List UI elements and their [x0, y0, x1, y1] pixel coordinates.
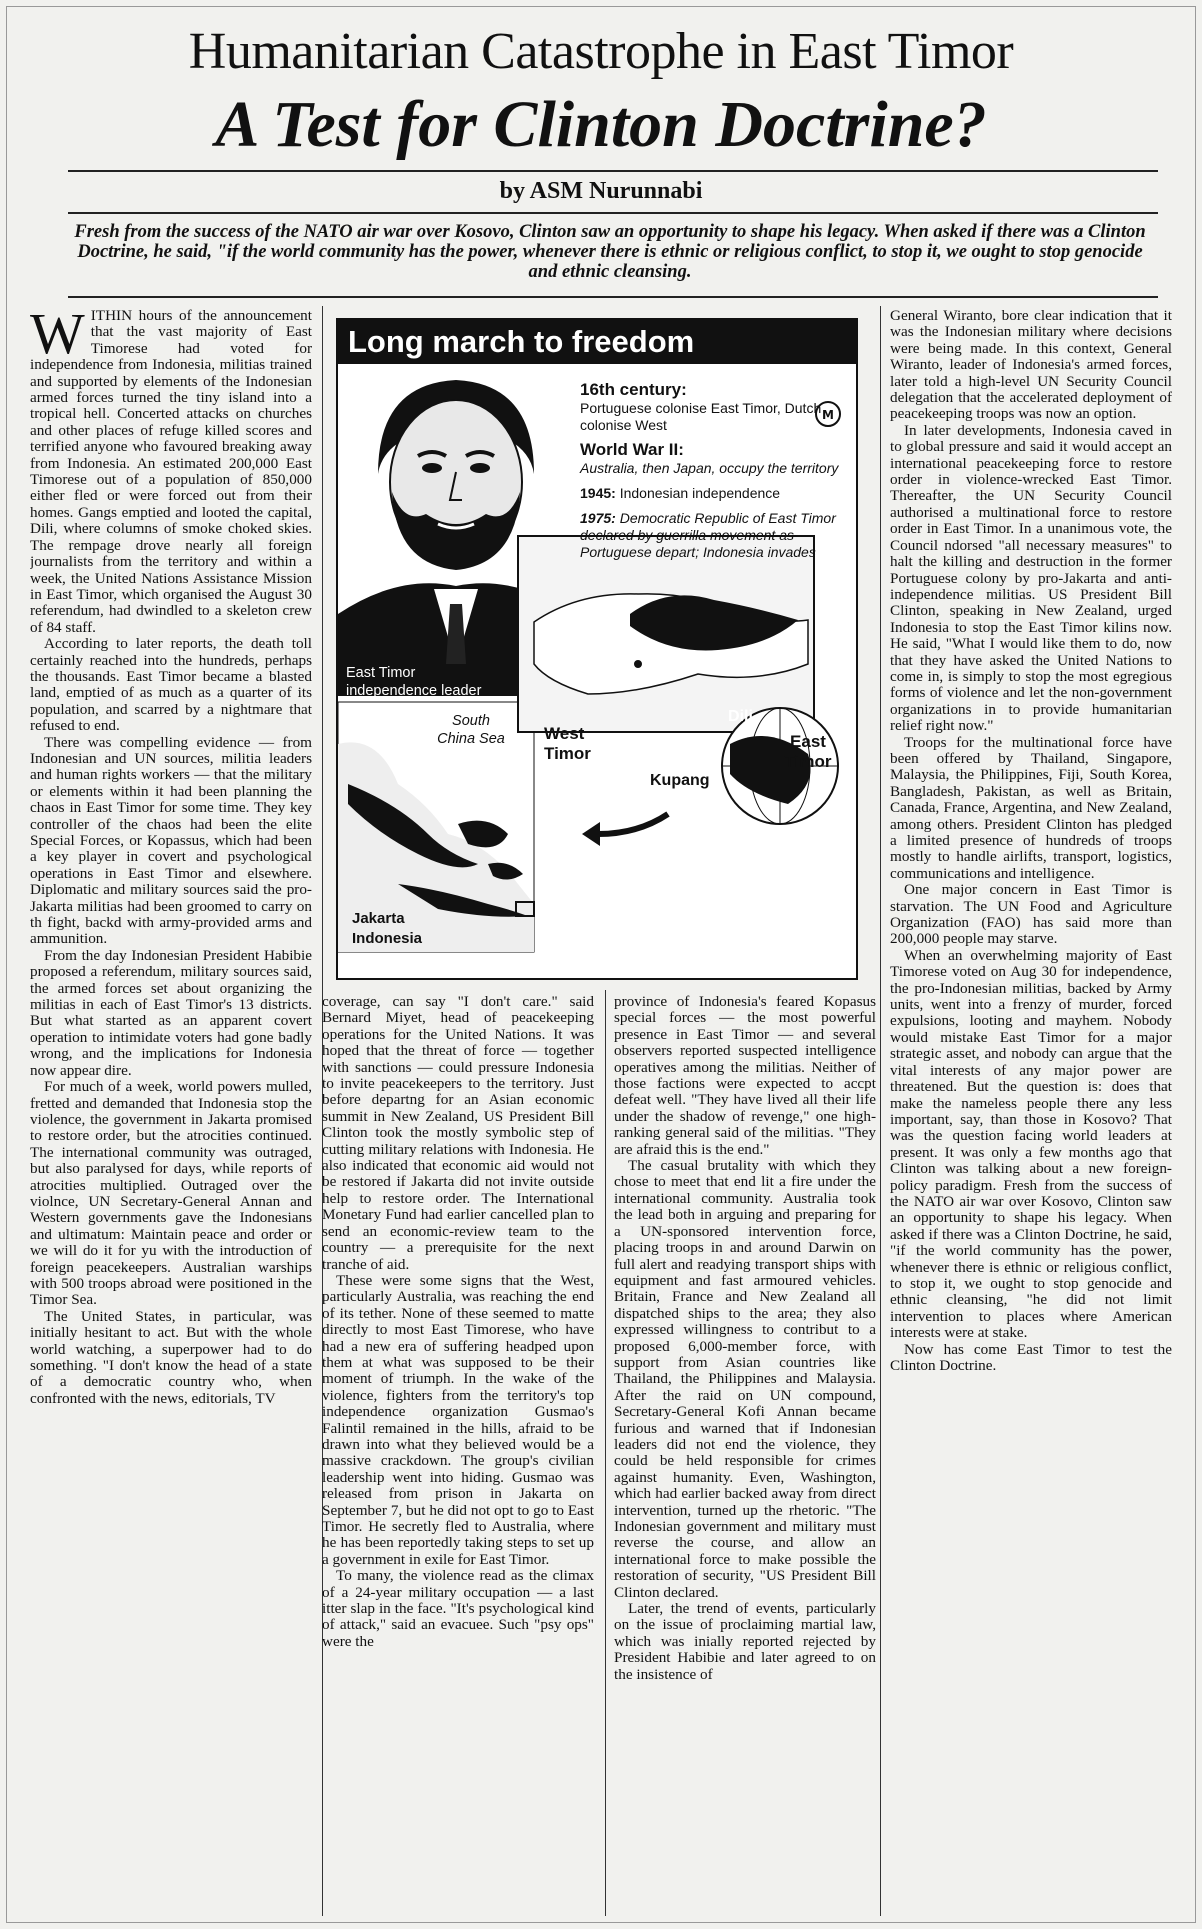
paragraph: WITHIN hours of the announcement that the vast majority of East Timorese had voted for independence from Indonesia, militias trained and supported by elements of the Indonesian armed forces turned the tiny island into a tropical hell. Concerted attacks on churches and other places of refuge killed scores and terrified anyone who favoured breaking away from Indonesia. An estimated 200,000 East Timorese out of a population of 850,000 either fled or were forced out from their homes. Gangs emptied and looted the capital, Dili, where columns of smoke choked skies. The rempage drove nearly all foreign journalists from the territory and within a week, the United Nations Assistance Mission in East Timor, which organised the August 30 referendum, had dwindled to a skeleton crew of 84 staff. [30, 308, 312, 636]
timeline-heading: World War II: [580, 440, 684, 459]
paragraph: Troops for the multinational force have been offered by Thailand, Singapore, Malaysia, the Philippines, Fiji, South Korea, Bangladesh, Pakistan, as well as Britain, Canada, France, Argentina, and New Zealand, among others. President Clinton has pledged a limited presence of hundreds of troops mostly to handle airlifts, transport, logistics, communications and intelligence. [890, 733, 1172, 882]
paragraph: When an overwhelming majority of East Timorese voted on Aug 30 for independence, the pro-Indonesian militias, backed by Army units, went into a frenzy of murder, forced expulsions, looting and mayhem. Nobody would mistake East Timor for a major strategic asset, and nobody can argue that the vital interests of any major power are threatened. But the question is: does that make the nameless people there any less important, say, than those in Kosovo? That was the question facing world leaders at present. It was only a few months ago that Clinton was talking about a new foreign-policy paradigm. Fresh from the success of the NATO air war over Kosovo, Clinton saw an opportunity to shape his legacy. When asked if there was a Clinton Doctrine, he said, "if the world community has the power, whenever there is ethnic or religious conflict, to stop it, we ought to stop genocide and ethnic cleansing, "he did not limit intervention to places where American interests were at stake. [890, 946, 1172, 1342]
paragraph: According to later reports, the death toll certainly reached into the hundreds, perhaps the thousands. East Timor became a blasted land, emptied of as much as a quarter of its population, and scarred by a nightmare that refused to end. [30, 635, 312, 735]
column-divider [605, 990, 606, 1916]
byline: by ASM Nurunnabi [499, 178, 703, 204]
column-3 [614, 994, 876, 1916]
deck: Fresh from the success of the NATO air war over Kosovo, Clinton saw an opportunity to shape his legacy. When asked if there was a Clinton Doctrine, he said, "if the world community has the power, whenever there is ethnic or religious conflict, to stop it, we ought to stop genocide and ethnic cleansing. [74, 222, 1146, 282]
paragraph: province of Indonesia's feared Kopasus special forces — the most powerful presence in East Timor — and several observers reported suspected intelligence operatives among the militias. Neither of those factions were expected to accpt defeat well. "They have lived all their life under the shadow of revenge," one high-ranking general said of the militias. "They are afraid this is the end." [614, 994, 876, 1158]
paragraph: One major concern in East Timor is starvation. The UN Food and Agriculture Organization (FAO) has said more than 200,000 people may starve. [890, 881, 1172, 948]
rule-deck-bottom [68, 296, 1158, 298]
portrait-caption: East Timor independence leader Xanana Gusmao [346, 665, 482, 717]
paragraph: From the day Indonesian President Habibie proposed a referendum, military sources said, the armed forces set about organizing the militias in each of East Timor's 13 districts. But what started as an apparent covert operation to intimidate voters had gone badly wrong, and the implications for Indonesia now appear dire. [30, 946, 312, 1079]
map-label-south-china-sea: South China Sea [437, 713, 505, 747]
map-label-kupang: Kupang [650, 772, 710, 789]
paragraph: Now has come East Timor to test the Clinton Doctrine. [890, 1340, 1172, 1374]
timeline-entry: 1975: Democratic Republic of East Timor declared by guerrilla movement as Portuguese depart; Indonesia invades [580, 510, 836, 560]
column-divider [880, 306, 881, 1916]
infographic-title: Long march to freedom [338, 320, 856, 364]
paragraph: The United States, in particular, was initially hesitant to act. But with the whole world watching, a superpower had to do something. "I don't know the head of a state of a democratic country who, when confronted with the news, editorials, TV [30, 1307, 312, 1407]
timeline [580, 374, 850, 561]
map-label-jakarta: Jakarta [352, 910, 405, 927]
paragraph: In later developments, Indonesia caved in to global pressure and said it would accept an international peacekeeping force to restore order in violence-wrecked East Timor. Thereafter, the UN Security Council authorised a multinational force to restore order in East Timor. In a unanimous vote, the Council ndorsed "all necessary measures" to halt the killing and destruction in the former Portuguese colony by pro-Jakarta and anti-independence militias. US President Bill Clinton, speaking in New Zealand, urged Indonesia to stop the East Timor kilins now. He said, "What I would like them to do, now that they have asked the United Nations to come in, is simply to stop the most egregious forms of violence and let the non-government organizations in to provide humanitarian relief right now." [890, 421, 1172, 735]
infographic [336, 318, 858, 980]
timeline-text: Portuguese colonise East Timor, Dutch colonise West [580, 400, 822, 433]
paragraph: There was compelling evidence — from Indonesian and UN sources, militia leaders and human rights workers — that the military or elements within it had been planning the chaos in East Timor for some time. They key controller of the chaos had been the elite Special Forces, or Kopassus, which had been a key player in covert and psychological operations in East Timor and elsewhere. Diplomatic and military sources said the pro-Jakarta militias had been groomed to carry on th fight, backd with army-provided arms and ammunition. [30, 733, 312, 948]
drop-cap: W [30, 308, 85, 366]
column-2 [322, 994, 594, 1916]
column-1 [30, 308, 312, 1916]
map-label-dili: Dili [728, 708, 753, 725]
headline: Humanitarian Catastrophe in East Timor [188, 23, 1014, 80]
paragraph: Later, the trend of events, particularly on the issue of proclaiming martial law, which was inially reported rejected by President Habibie and later agreed to on the insistence of [614, 1600, 876, 1683]
timeline-entry: 1945: Indonesian independence [580, 485, 781, 501]
paragraph: For much of a week, world powers mulled, fretted and demanded that Indonesia stop the violence, the government in Jakarta promised to restore order, but the atrocities continued. The international community was outraged, but also paralysed for days, while reports of atrocities multiplied. Outraged over the violnce, UN Secretary-General Annan and Western governments gave the Indonesians and ultimatum: Maintain peace and order or we will do it for yu with the introduction of foreign peacekeepers. Australian warships with 500 troops abroad were positioned in the Timor Sea. [30, 1078, 312, 1309]
map-label-east-timor: East Timor [784, 732, 832, 771]
rule-deck-top [68, 212, 1158, 214]
rule-top [68, 170, 1158, 172]
paragraph: General Wiranto, bore clear indication that it was the Indonesian military where decisions were being made. In this context, General Wiranto, leader of Indonesia's armed forces, later told a high-level UN Security Council delegation that the accelerated deployment of peacekeeping troops was now an option. [890, 308, 1172, 423]
timeline-text: Australia, then Japan, occupy the territory [580, 460, 839, 476]
paragraph: To many, the violence read as the climax of a 24-year military occupation — a last itter slap in the face. "It's psychological kind of attack," said an evacuee. Such "psy ops" were the [322, 1567, 594, 1650]
timeline-heading: 16th century: [580, 380, 687, 399]
column-4 [890, 308, 1172, 1916]
svg-text:M: M [822, 408, 834, 422]
map-label-west-timor: West Timor [544, 724, 591, 763]
map-label-indonesia: Indonesia [352, 930, 423, 947]
paragraph: coverage, can say "I don't care." said Bernard Miyet, head of peacekeeping operations for the United Nations. It was hoped that the threat of force — together with sanctions — could pressure Indonesia to invite peacekeepers to the territory. Just before departng for an Asian economic summit in New Zealand, US President Bill Clinton took the mostly symbolic step of cutting military relations with Indonesia. He also indicated that economic aid would not be restored if Jakarta did not invite outside help to restore order. The International Monetary Fund had earlier cancelled plan to send an economic-review team to the country — a prerequisite for the next tranche of aid. [322, 994, 594, 1273]
paragraph: These were some signs that the West, particularly Australia, was reaching the end of its tether. None of these seemed to matte directly to most East Timorese, who have had a new era of suffering headped upon them at what was supposed to be their moment of triumph. In the wake of the violence, fighters from the territory's top independence organization Gusmao's Falintil remained in the hills, afraid to be drawn into what they believed would be a massive crackdown. The group's civilian leadership went into hiding. Gusmao was released from prison in Jakarta on September 7, but he did not opt to go to East Timor. He secretly fled to Australia, where he has been reportedly taking steps to set up a government in exile for East Timor. [322, 1271, 594, 1568]
paragraph: The casual brutality with which they chose to meet that end lit a fire under the international community. Australia took the lead both in arguing and preparing for a UN-sponsored intervention force, placing troops in and around Darwin on full alert and readying transport ships with equipment and fast armoured vehicles. Britain, France and New Zealand all dispatched ships to the area; they also expressed willingness to contribut to a proposed 6,000-member force, with support from Asian countries like Thailand, the Philippines and Malaysia. After the raid on UN compound, Secretary-General Kofi Annan became furious and warned that if Indonesian leaders did not end the violence, they could be held responsible for crimes against humanity. Even, Washington, which had earlier backed away from direct intervention, turned up the rhetoric. "The Indonesian government and military must reverse the course, and allow an international force to make possible the restoration of security, "US President Bill Clinton declared. [614, 1157, 876, 1601]
subhead: A Test for Clinton Doctrine? [215, 88, 987, 161]
